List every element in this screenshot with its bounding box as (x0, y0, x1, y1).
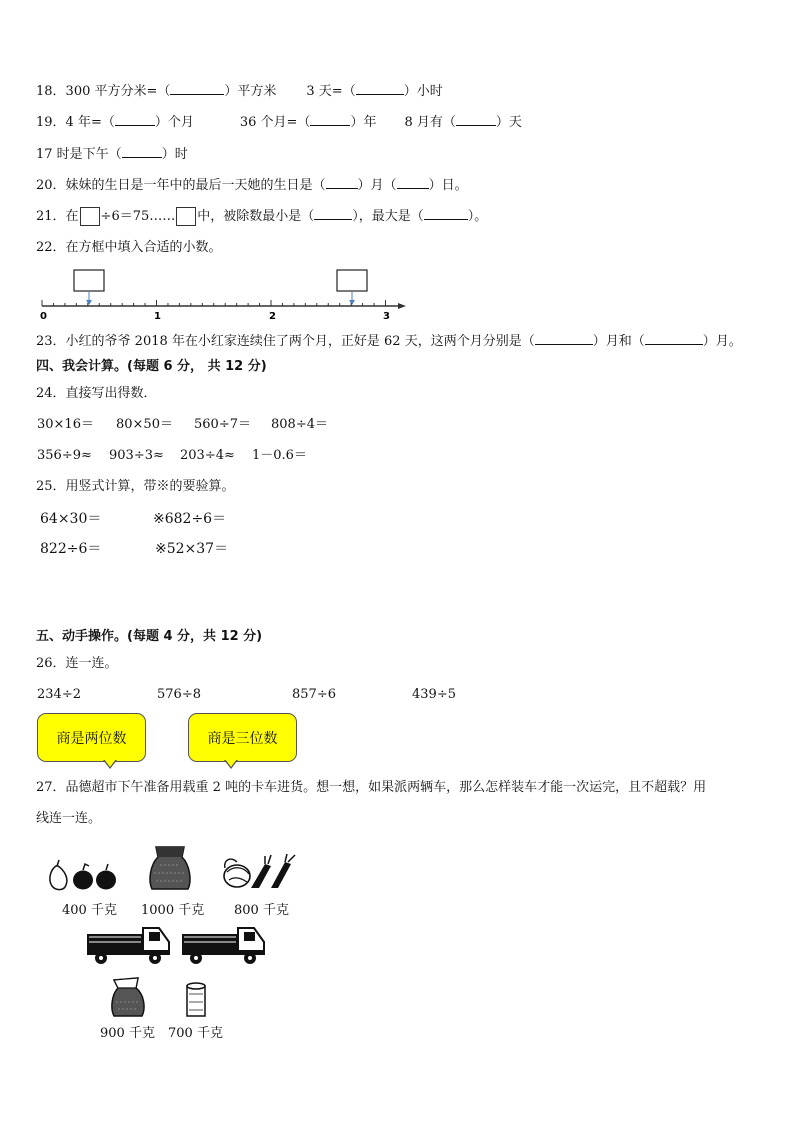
fruit-icon[interactable] (46, 858, 120, 892)
weight-label: 1000 千克 (141, 903, 205, 918)
calc-item: 1－0.6＝ (252, 448, 307, 463)
weight-label: 800 千克 (234, 903, 289, 918)
answer-blank[interactable] (326, 176, 358, 189)
answer-blank[interactable] (645, 332, 703, 345)
question-24: 24．直接写出得数． (36, 386, 157, 401)
answer-blank[interactable] (535, 332, 593, 345)
answer-box[interactable] (337, 270, 367, 291)
answer-blank[interactable] (310, 113, 350, 126)
answer-box[interactable] (74, 270, 104, 291)
weight-label: 700 千克 (168, 1026, 223, 1041)
calc-item: 64×30＝ (40, 511, 102, 527)
answer-blank[interactable] (314, 207, 352, 220)
calc-item: 903÷3≈ (109, 448, 164, 463)
arrow-pointer (349, 300, 355, 305)
question-27-continued: 线连一连。 (36, 811, 102, 826)
section-heading: 四、我会计算。(每题 6 分， 共 12 分) (36, 359, 267, 374)
bubble-tail (104, 759, 116, 767)
calc-item: 356÷9≈ (37, 448, 92, 463)
calc-item: ※52×37＝ (155, 541, 229, 557)
calc-item: 808÷4＝ (271, 417, 328, 432)
question-23: 23．小红的爷爷 2018 年在小红家连续住了两个月，正好是 62 天，这两个月分别是（ ）月和（ ）月。 (36, 334, 742, 349)
calc-item: 203÷4≈ (180, 448, 235, 463)
speech-bubble-two-digit[interactable]: 商是两位数 (37, 713, 146, 762)
question-18: 18．300 平方分米=（ ）平方米 3 天=（ ）小时 (36, 84, 443, 99)
calc-item: 560÷7＝ (194, 417, 251, 432)
answer-blank[interactable] (122, 145, 162, 158)
weight-label: 400 千克 (62, 903, 117, 918)
calc-item: 30×16＝ (37, 417, 94, 432)
division-item[interactable]: 234÷2 (37, 687, 81, 702)
speech-bubble-three-digit[interactable]: 商是三位数 (188, 713, 297, 762)
answer-blank[interactable] (170, 82, 224, 95)
weight-label: 900 千克 (100, 1026, 155, 1041)
tick-label: 2 (269, 311, 276, 322)
answer-blank[interactable] (115, 113, 155, 126)
number-line (36, 266, 411, 322)
calc-item: 80×50＝ (116, 417, 173, 432)
question-19: 19．4 年=（ ）个月 36 个月=（ ）年 8 月有（ ）天 (36, 115, 522, 130)
bubble-tail (225, 759, 237, 767)
axis-arrow (398, 303, 406, 309)
question-26: 26．连一连。 (36, 656, 118, 671)
section-heading: 五、动手操作。(每题 4 分，共 12 分) (36, 629, 263, 644)
question-22: 22．在方框中填入合适的小数。 (36, 240, 222, 255)
fill-box[interactable] (80, 207, 100, 226)
division-item[interactable]: 857÷6 (292, 687, 336, 702)
tick-label: 0 (40, 311, 47, 322)
sack-icon[interactable] (146, 843, 194, 891)
calc-item: 822÷6＝ (40, 541, 102, 557)
fill-box[interactable] (176, 207, 196, 226)
question-19-continued: 17 时是下午（ ）时 (36, 147, 188, 162)
tick-label: 3 (383, 311, 390, 322)
answer-blank[interactable] (356, 82, 404, 95)
division-item[interactable]: 439÷5 (412, 687, 456, 702)
answer-blank[interactable] (397, 176, 429, 189)
tick-label: 1 (154, 311, 161, 322)
barrel-icon[interactable] (183, 982, 209, 1018)
arrow-pointer (86, 300, 92, 305)
vegetables-icon[interactable] (221, 852, 301, 890)
calc-item: ※682÷6＝ (153, 511, 227, 527)
truck-icon[interactable] (85, 924, 173, 966)
truck-icon[interactable] (180, 924, 268, 966)
question-27: 27．品德超市下午准备用载重 2 吨的卡车进货。想一想，如果派两辆车，那么怎样装车才能一次运完，且不超载？用 (36, 780, 707, 795)
answer-blank[interactable] (424, 207, 468, 220)
question-25: 25．用竖式计算，带※的要验算。 (36, 479, 235, 494)
division-item[interactable]: 576÷8 (157, 687, 201, 702)
answer-blank[interactable] (456, 113, 496, 126)
question-21: 21．在 ÷6＝75…… 中，被除数最小是（ ），最大是（ ）。 (36, 209, 488, 224)
sack-icon[interactable] (108, 976, 148, 1018)
question-20: 20．妹妹的生日是一年中的最后一天她的生日是（ ）月（ ）日。 (36, 178, 468, 193)
